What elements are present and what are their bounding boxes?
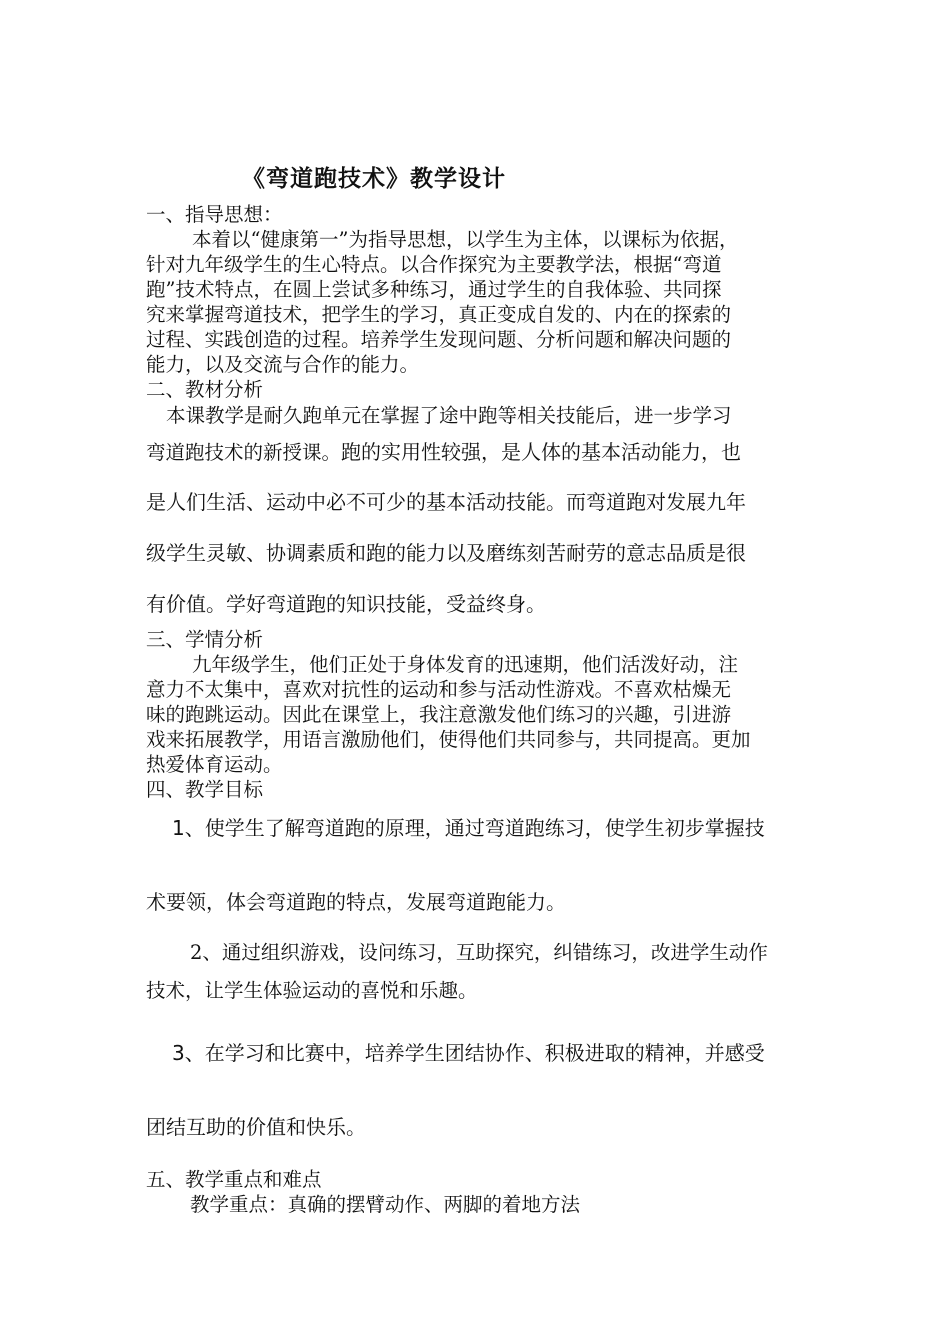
paragraph-line: 究来掌握弯道技术，把学生的学习，真正变成自发的、内在的探索的: [146, 303, 732, 326]
goal-line: 技术，让学生体验运动的喜悦和乐趣。: [146, 979, 478, 1002]
goal-line: 团结互助的价值和快乐。: [146, 1115, 366, 1139]
paragraph-line: 是人们生活、运动中必不可少的基本活动技能。而弯道跑对发展九年: [146, 490, 746, 514]
section-heading-student-analysis: 三、学情分析: [146, 628, 264, 651]
paragraph-line: 热爱体育运动。: [146, 753, 283, 776]
section-heading-teaching-goals: 四、教学目标: [146, 778, 264, 801]
goal-line: 3、在学习和比赛中，培养学生团结协作、积极进取的精神，并感受: [172, 1041, 765, 1065]
paragraph-line: 级学生灵敏、协调素质和跑的能力以及磨练刻苦耐劳的意志品质是很: [146, 541, 746, 565]
text-run: 跑的实用性较强，是人体的基本活动能力，也: [341, 440, 742, 464]
goal-line: 术要领，体会弯道跑的特点，发展弯道跑能力。: [146, 890, 566, 914]
section-heading-guiding-thought: 一、指导思想：: [146, 203, 283, 226]
paragraph-line: 本着以“健康第一”为指导思想，以学生为主体，以课标为依据，: [192, 228, 739, 251]
paragraph-line: 九年级学生，他们正处于身体发育的迅速期，他们活泼好动，注: [192, 653, 739, 676]
document-title: 《弯道跑技术》教学设计: [242, 166, 506, 192]
section-heading-material-analysis: 二、教材分析: [146, 378, 264, 401]
paragraph-line: 味的跑跳运动。因此在课堂上，我注意激发他们练习的兴趣，引进游: [146, 703, 732, 726]
paragraph-line: 有价值。学好弯道跑的知识技能，受益终身。: [146, 592, 546, 616]
paragraph-line: 教学重点：真确的摆臂动作、两脚的着地方法: [190, 1193, 581, 1216]
paragraph-line: 过程、实践创造的过程。培养学生发现问题、分析问题和解决问题的: [146, 328, 732, 351]
paragraph-line: 针对九年级学生的生心特点。以合作探究为主要教学法，根据“弯道: [146, 253, 722, 276]
section-heading-key-points: 五、教学重点和难点: [146, 1168, 322, 1191]
paragraph-line: 戏来拓展教学，用语言激励他们，使得他们共同参与，共同提高。更加: [146, 728, 751, 751]
paragraph-line: 跑”技术特点，在圆上尝试多种练习，通过学生的自我体验、共同探: [146, 278, 722, 301]
paragraph-line: 本课教学是耐久跑单元在掌握了途中跑等相关技能后，进一步学习: [166, 404, 732, 427]
paragraph-line: 意力不太集中，喜欢对抗性的运动和参与活动性游戏。不喜欢枯燥无: [146, 678, 732, 701]
paragraph-line: [146, 436, 741, 465]
goal-line: 2、通过组织游戏，设问练习，互助探究，纠错练习，改进学生动作: [190, 941, 768, 964]
paragraph-line: 能力，以及交流与合作的能力。: [146, 353, 420, 376]
text-run: 弯道跑技术的新授课。: [146, 441, 342, 464]
goal-line: 1、使学生了解弯道跑的原理，通过弯道跑练习，使学生初步掌握技: [172, 816, 765, 840]
